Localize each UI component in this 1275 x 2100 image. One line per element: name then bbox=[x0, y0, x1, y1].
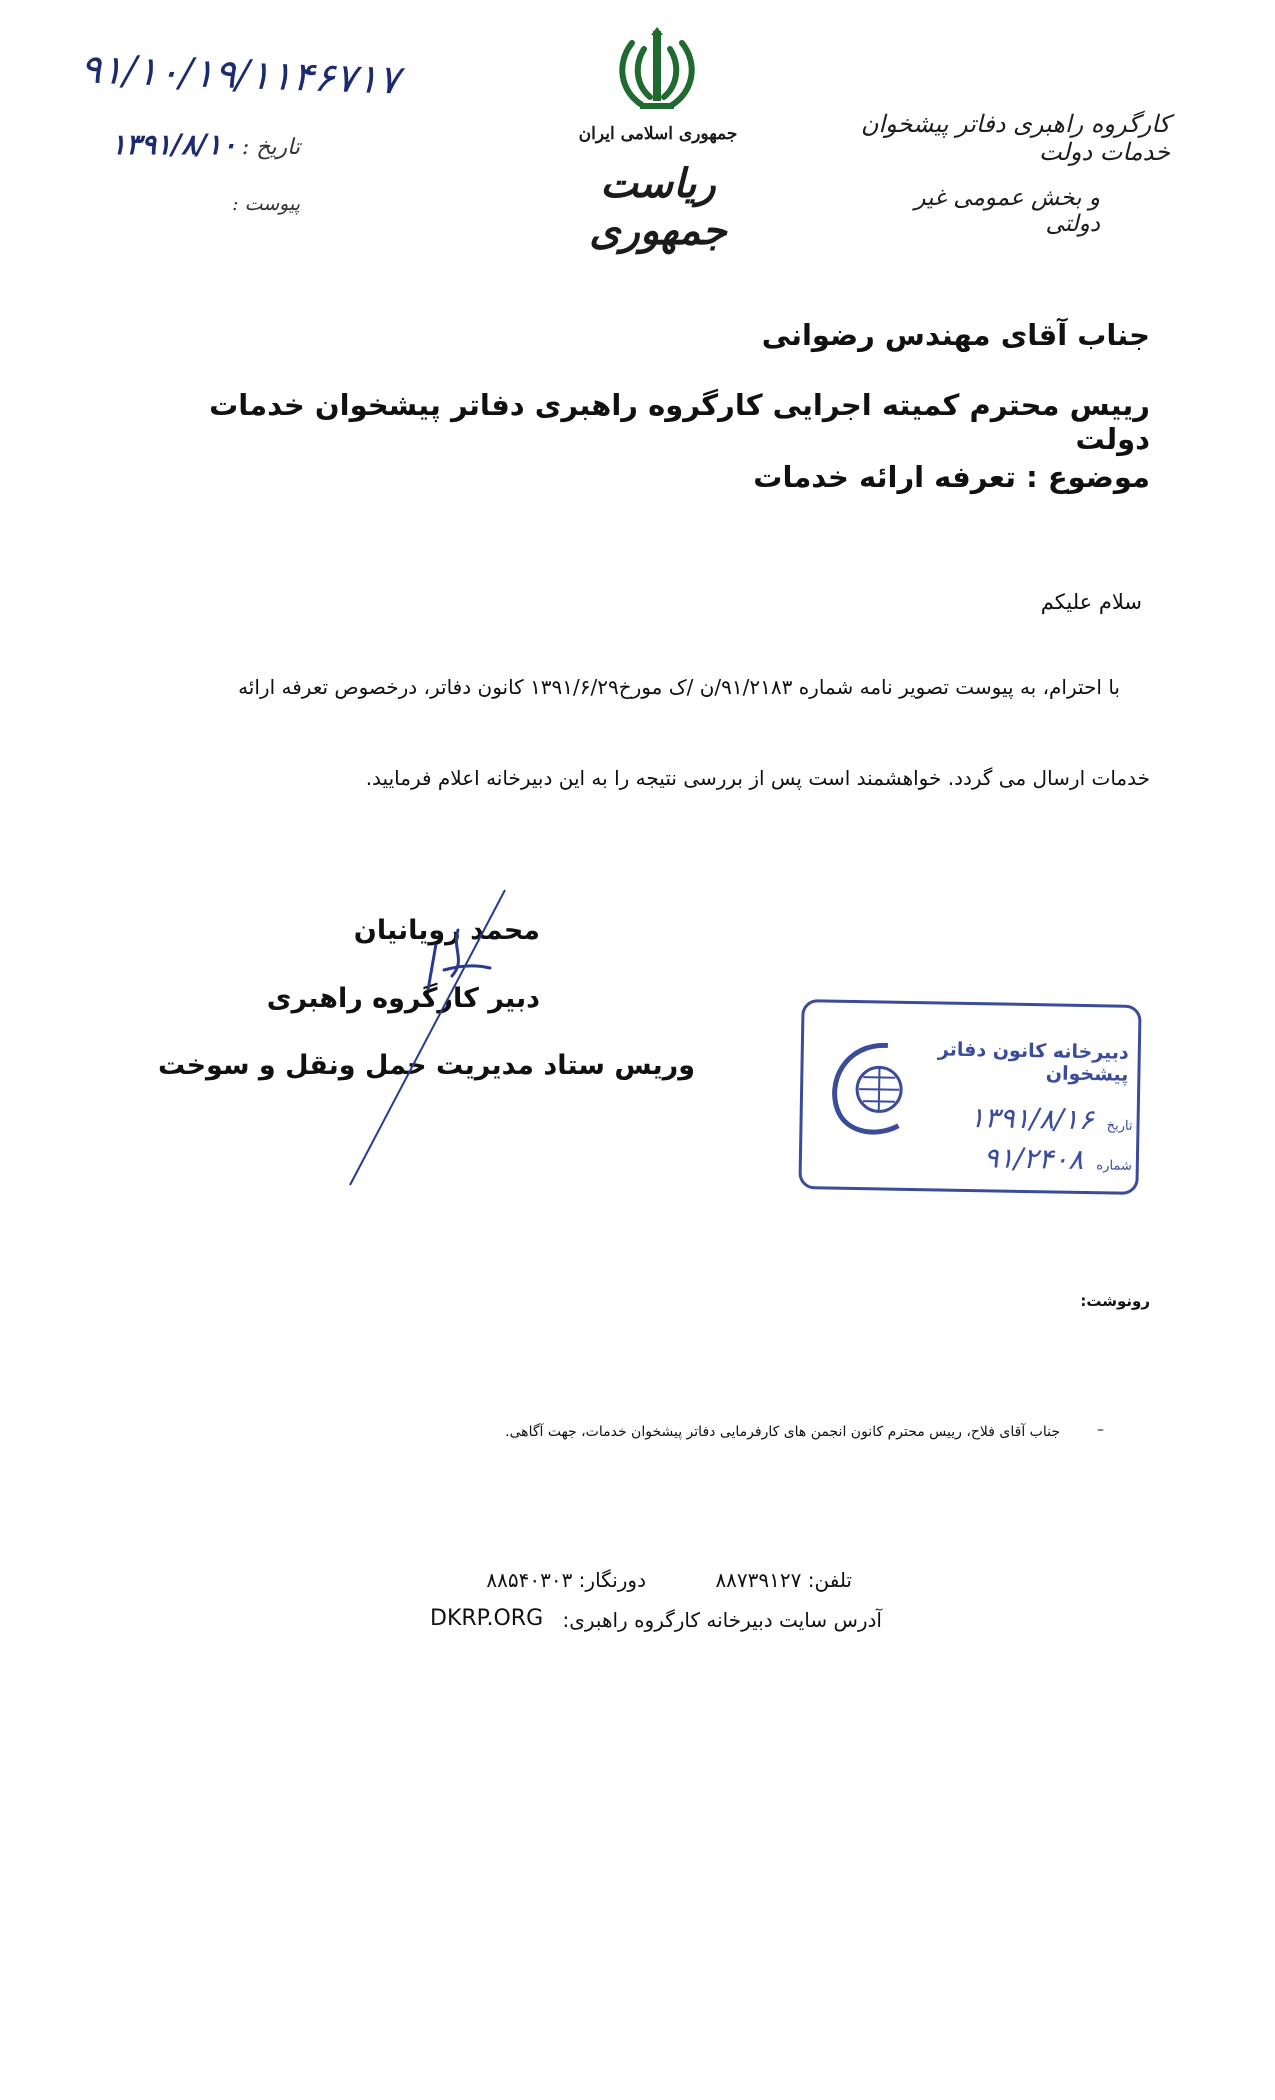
emblem-caption-presidency: ریاست جمهوری bbox=[589, 160, 727, 254]
date-value: ۱۳۹۱/۸/۱۰ bbox=[110, 128, 237, 161]
body-paragraph-line1: با احترام، به پیوست تصویر نامه شماره ۹۱/۲۱۸۳/ن /ک مورخ۱۳۹۱/۶/۲۹ کانون دفاتر، درخصوص تعرفه ارائه bbox=[238, 675, 1120, 699]
cc-label: رونوشت: bbox=[1080, 1292, 1150, 1310]
stamp-date-value: ۱۳۹۱/۸/۱۶ bbox=[969, 1100, 1094, 1137]
signatory-role2: وریس ستاد مدیریت حمل ونقل و سوخت bbox=[158, 1050, 695, 1081]
stamp-logo-icon bbox=[816, 1032, 918, 1144]
stamp-date-label: تاریخ bbox=[1106, 1118, 1133, 1134]
recipient-name: جناب آقای مهندس رضوانی bbox=[761, 318, 1150, 352]
signatory-role1: دبیر کارگروه راهبری bbox=[266, 983, 540, 1014]
footer-phone: تلفن: ۸۸۷۳۹۱۲۷ bbox=[715, 1568, 852, 1592]
stamp-number-row bbox=[902, 1140, 1133, 1177]
date-label: تاریخ : bbox=[241, 135, 300, 160]
emblem-caption-country: جمهوری اسلامی ایران bbox=[578, 124, 738, 144]
body-paragraph-line2: خدمات ارسال می گردد. خواهشمند است پس از بررسی نتیجه را به این دبیرخانه اعلام فرمایید. bbox=[365, 766, 1150, 790]
footer-fax: دورنگار: ۸۸۵۴۰۳۰۳ bbox=[486, 1568, 646, 1592]
footer-site-label: آدرس سایت دبیرخانه کارگروه راهبری: bbox=[562, 1608, 882, 1632]
stamp-title: دبیرخانه کانون دفاتر پیشخوان bbox=[937, 1038, 1129, 1086]
handwritten-registration-number: ۹۱/۱۰/۱۹/۱۱۴۶۷۱۷ bbox=[79, 46, 401, 104]
recipient-title: رییس محترم کمیته اجرایی کارگروه راهبری دفاتر پیشخوان خدمات دولت bbox=[209, 388, 1150, 456]
attachment-label: پیوست : bbox=[232, 193, 300, 215]
cc-recipient-line: جناب آقای فلاح، رییس محترم کانون انجمن های کارفرمایی دفاتر پیشخوان خدمات، جهت آگاهی. bbox=[505, 1424, 1060, 1440]
greeting: سلام علیکم bbox=[1040, 590, 1142, 614]
received-stamp bbox=[798, 999, 1141, 1195]
org-header-line1: کارگروه راهبری دفاتر پیشخوان خدمات دولت bbox=[860, 110, 1170, 166]
org-header-line2: و بخش عمومی غیر دولتی bbox=[914, 185, 1100, 237]
cc-bullet-dash: – bbox=[1097, 1422, 1104, 1438]
stamp-number-label: شماره bbox=[1096, 1158, 1132, 1174]
date-field bbox=[100, 128, 300, 161]
footer-site-link[interactable]: DKRP.ORG bbox=[430, 1606, 544, 1631]
letter-subject: موضوع : تعرفه ارائه خدمات bbox=[753, 460, 1150, 494]
stamp-number-value: ۹۱/۲۴۰۸ bbox=[983, 1141, 1084, 1176]
signatory-name: محمد رویانیان bbox=[353, 915, 540, 946]
handwritten-signature bbox=[340, 880, 520, 1200]
stamp-date-row bbox=[922, 1100, 1133, 1137]
iran-emblem-icon bbox=[612, 25, 702, 115]
